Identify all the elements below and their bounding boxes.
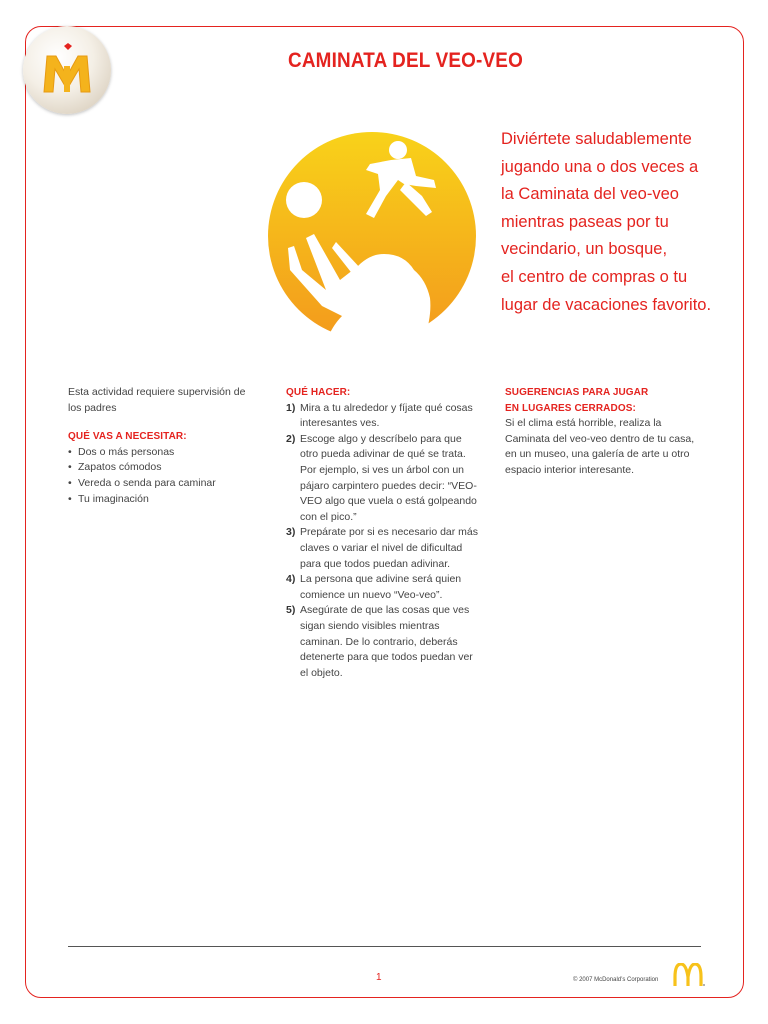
intro-line: mientras paseas por tu: [501, 212, 669, 231]
intro-line: el centro de compras o tu: [501, 267, 688, 286]
step-text: La persona que adivine será quien comience un nuevo “Veo-veo”.: [300, 573, 462, 601]
list-item: [286, 525, 482, 572]
supervision-note: Esta actividad requiere supervisión de los padres: [68, 386, 246, 414]
list-item: • Vereda o senda para caminar: [68, 476, 248, 492]
step-text: Prepárate por si es necesario dar más claves o variar el nivel de dificultad para que todos puedan adivinar.: [300, 526, 479, 570]
page-title: CAMINATA DEL VEO-VEO: [288, 49, 523, 72]
step-number: 1): [286, 401, 296, 414]
indoor-heading-line-2: EN LUGARES CERRADOS:: [505, 402, 636, 414]
m-logo-badge-icon: [23, 26, 111, 114]
kids-playing-ball-illustration: [266, 130, 478, 342]
indoor-tips-text: Si el clima está horrible, realiza la Caminata del veo-veo dentro de tu casa, en un museo, una galería de arte u otro espacio interior interesante.: [505, 417, 695, 476]
list-item: • Tu imaginación: [68, 492, 248, 508]
golden-arches-icon: [673, 963, 707, 987]
steps-list: [286, 401, 482, 682]
intro-line: Diviértete saludablemente: [501, 130, 692, 148]
step-text: Asegúrate de que las cosas que ves sigan siendo visibles mientras caminan. De lo contrario, deberás detenerte para que todos puedan ver el objeto.: [300, 604, 473, 679]
copyright-text: © 2007 McDonald’s Corporation: [573, 977, 659, 983]
intro-line: lugar de vacaciones favorito.: [501, 295, 712, 314]
indoor-heading-line-1: SUGERENCIAS PARA JUGAR: [505, 387, 649, 398]
list-item: [286, 572, 482, 603]
instructions-column: [286, 385, 482, 681]
intro-text: [501, 126, 737, 319]
footer-divider: [68, 946, 701, 947]
step-number: 2): [286, 432, 296, 445]
indoor-tips-column: [505, 385, 705, 479]
step-text: Escoge algo y descríbelo para que otro pueda adivinar de qué se trata. Por ejemplo, si ves un árbol con un pájaro carpintero puedes decir: “VEO-VEO algo que vuela o está golpeando con el pico.”: [300, 432, 477, 523]
list-item: [286, 432, 482, 526]
list-item: • Dos o más personas: [68, 445, 248, 461]
intro-line: vecindario, un bosque,: [501, 240, 668, 259]
instructions-heading: QUÉ HACER:: [286, 387, 351, 398]
intro-line: jugando una o dos veces a: [501, 157, 699, 176]
list-item: [286, 401, 482, 432]
needs-heading: QUÉ VAS A NECESITAR:: [68, 431, 187, 443]
step-number: 5): [286, 604, 296, 617]
step-number: 4): [286, 573, 296, 586]
page-number: 1: [376, 972, 382, 983]
intro-line: la Caminata del veo-veo: [501, 185, 679, 204]
step-number: 3): [286, 526, 296, 539]
list-item: • Zapatos cómodos: [68, 460, 248, 476]
needs-list: [68, 445, 248, 507]
requirements-column: [68, 385, 248, 507]
step-text: Mira a tu alrededor y fíjate qué cosas interesantes ves.: [300, 401, 473, 430]
list-item: [286, 603, 482, 681]
